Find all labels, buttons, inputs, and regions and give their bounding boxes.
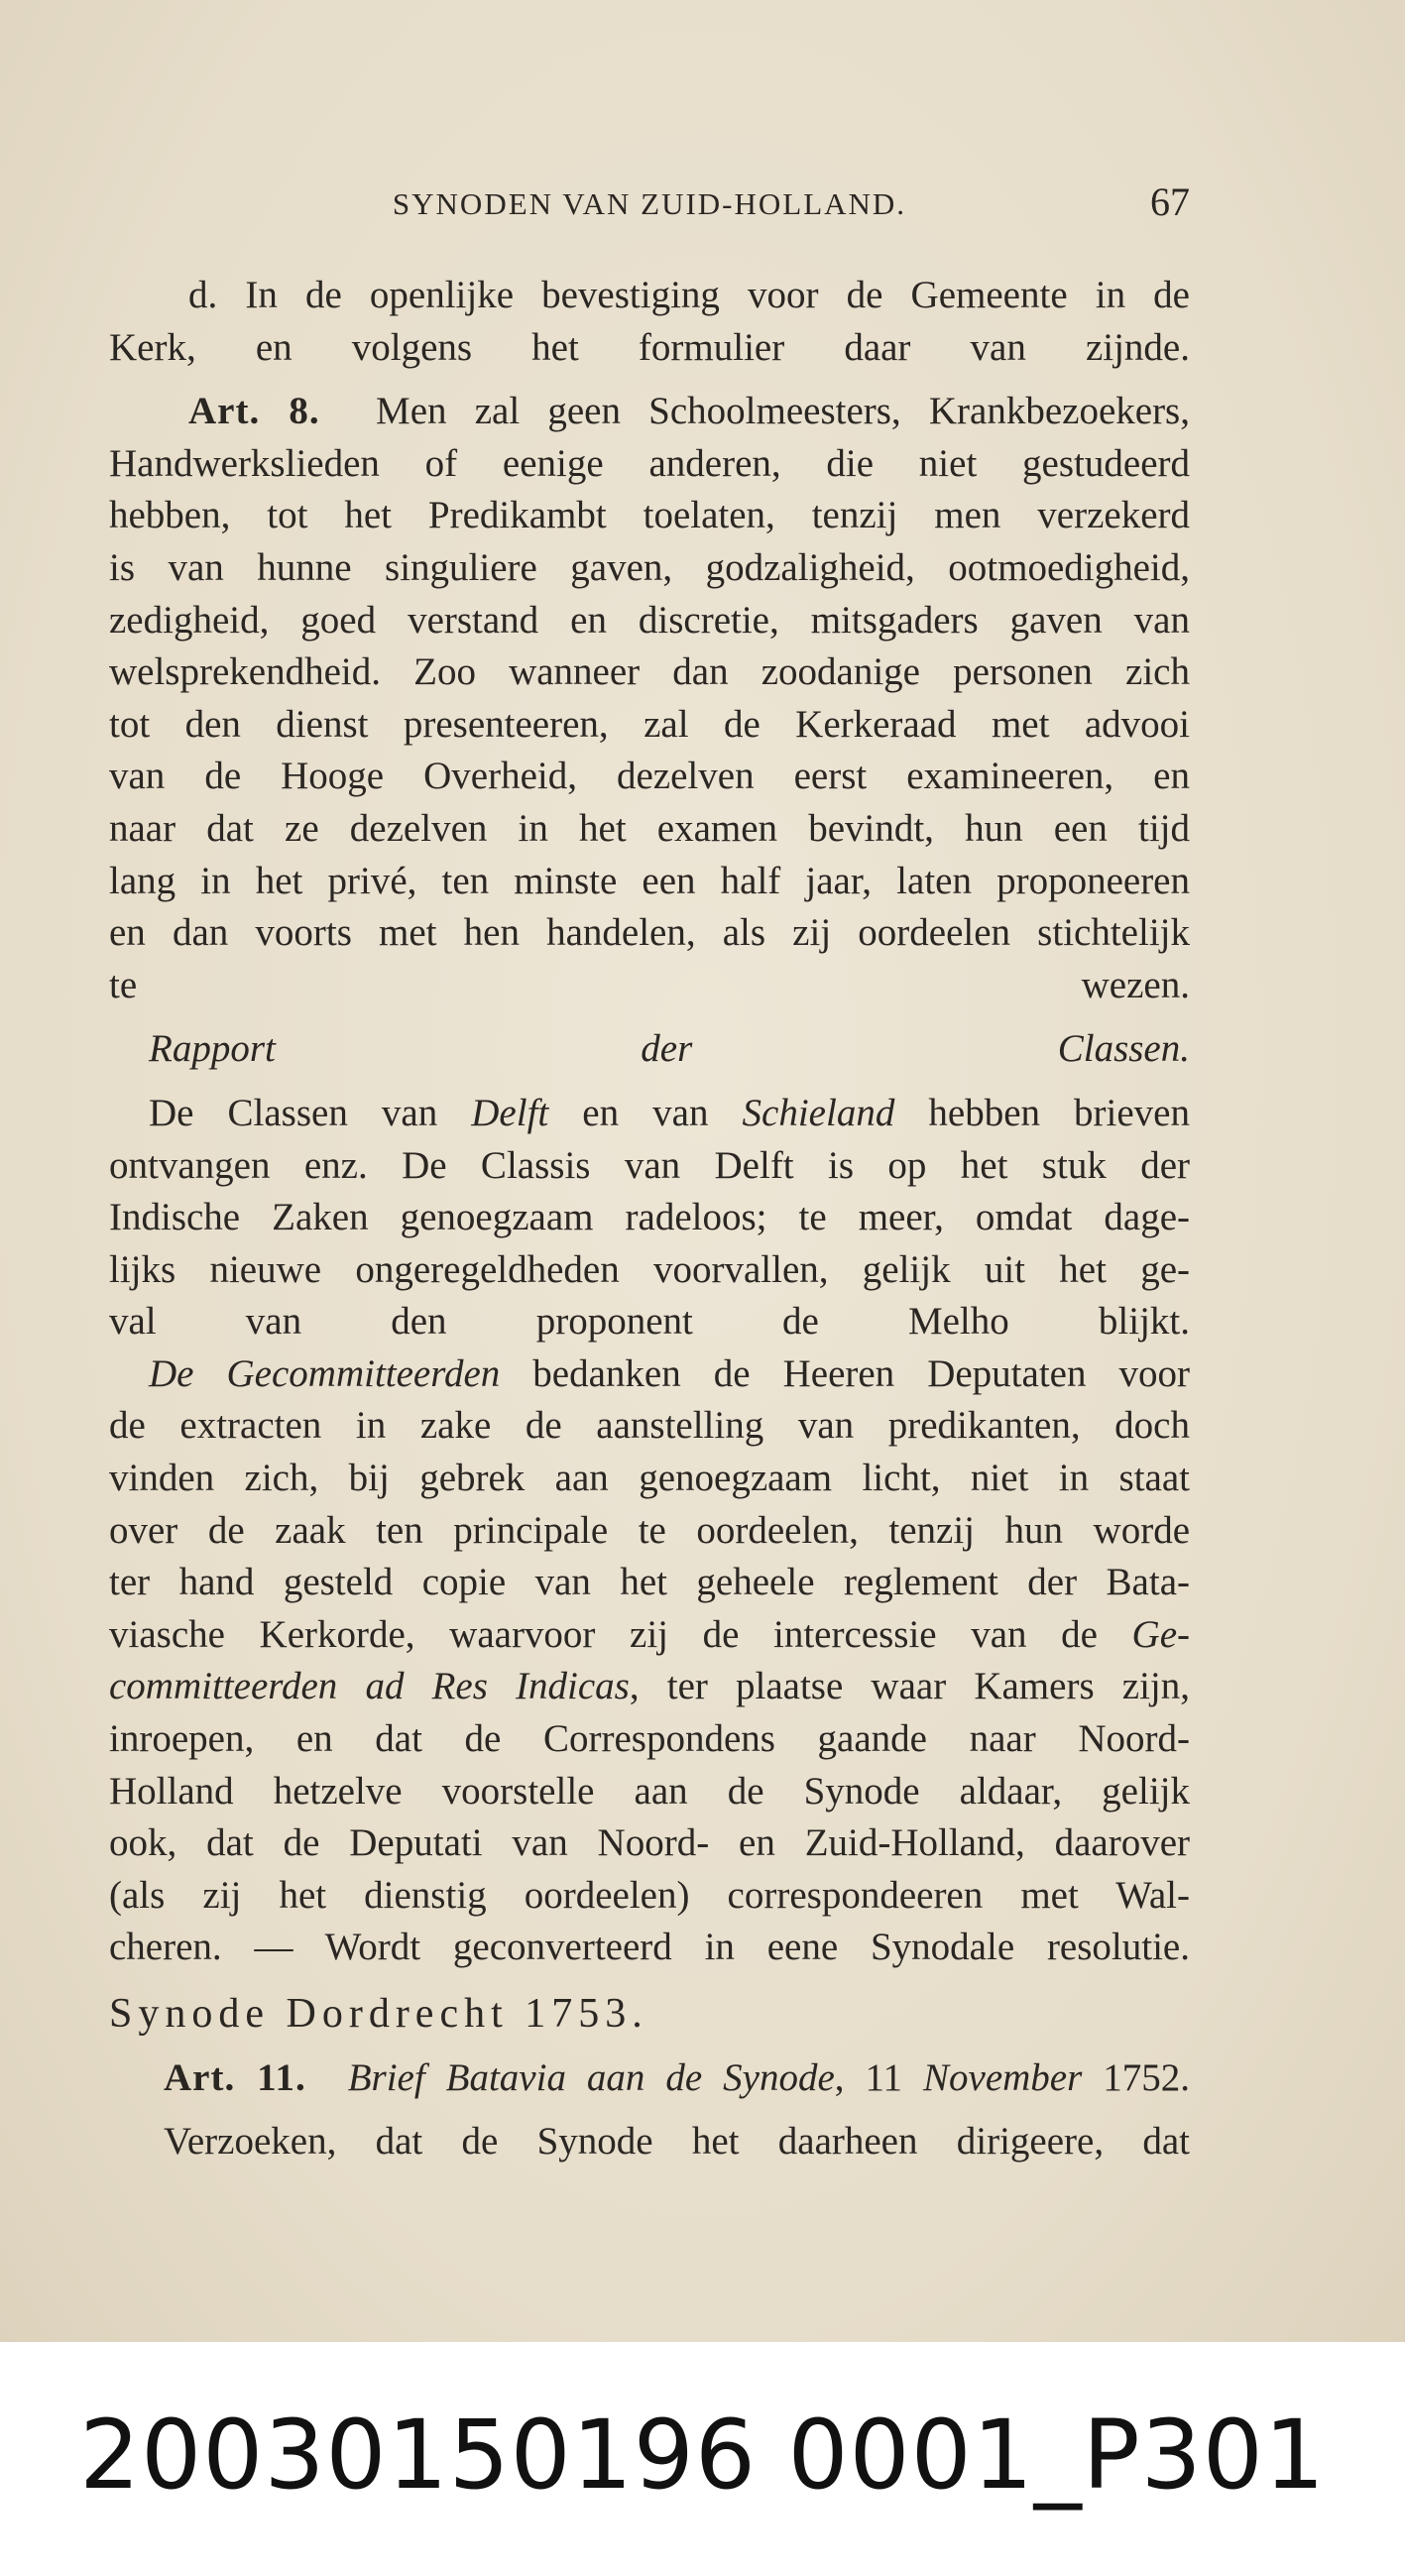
text-line: Men zal geen Schoolmeesters, Krankbezoekers, — [376, 390, 1190, 433]
text-line: en dan voorts met hen handelen, als zij oordeelen stichtelijk — [109, 911, 1190, 955]
text-line: tot den dienst presenteeren, zal de Kerkeraad met advooi — [109, 702, 1190, 746]
text-run: De Classen van — [149, 1091, 472, 1134]
text-line: de extracten in zake de aanstelling van predikanten, doch — [109, 1404, 1190, 1448]
running-head: SYNODEN VAN ZUID-HOLLAND. — [392, 186, 907, 221]
text-run: en van — [548, 1091, 743, 1134]
text-line: vinden zich, bij gebrek aan genoegzaam licht, niet in staat — [109, 1457, 1190, 1500]
text-run: , ter plaatse waar Kamers zijn, — [629, 1665, 1190, 1708]
text-run: , 11 — [834, 2055, 923, 2099]
text-run: hebben brieven — [894, 1091, 1190, 1134]
article-label: Art. 11. — [164, 2055, 306, 2099]
closing-paragraph — [109, 2116, 1190, 2168]
rapport-heading: Rapport der Classen. — [149, 1027, 1190, 1071]
text-run-italic: De Gecommitteerden — [149, 1351, 501, 1395]
article-label: Art. 8. — [188, 390, 320, 433]
article-8 — [109, 386, 1190, 1011]
text-line: naar dat ze dezelven in het examen bevindt, hun een tijd — [109, 806, 1190, 850]
gecommitteerden-paragraph — [109, 1348, 1190, 1974]
text-run-italic: Brief Batavia aan de Synode — [347, 2055, 835, 2099]
text-line: Holland hetzelve voorstelle aan de Synode aldaar, gelijk — [109, 1769, 1190, 1813]
text-run: viasche Kerkorde, waarvoor zij de intercessie van de — [109, 1612, 1132, 1656]
text-run: 1752. — [1082, 2055, 1191, 2099]
rapport-heading-para — [109, 1023, 1190, 1076]
synode-heading: Synode Dordrecht 1753. — [109, 1991, 648, 2037]
text-line: Verzoeken, dat de Synode het daarheen dirigeere, dat — [164, 2120, 1190, 2164]
place-schieland: Schieland — [742, 1091, 895, 1134]
body-text — [109, 270, 1190, 2168]
text-run-italic: committeerden ad Res Indicas — [109, 1665, 630, 1708]
place-delft: Delft — [471, 1091, 549, 1134]
text-line: val van den proponent de Melho blijkt. — [109, 1300, 1190, 1344]
scan-footer — [0, 2342, 1405, 2576]
text-line: ontvangen enz. De Classis van Delft is op het stuk der — [109, 1143, 1190, 1187]
text-line: van de Hooge Overheid, dezelven eerst examineeren, en — [109, 755, 1190, 798]
text-line: te wezen. — [109, 963, 1190, 1006]
text-line: cheren. — Wordt geconverteerd in eene Synodale resolutie. — [109, 1926, 1190, 1969]
text-line: ook, dat de Deputati van Noord- en Zuid-Holland, daarover — [109, 1821, 1190, 1865]
text-run: bedanken de Heeren Deputaten voor — [500, 1351, 1190, 1395]
text-line: inroepen, en dat de Correspondens gaande naar Noord- — [109, 1717, 1190, 1761]
text-line: zedigheid, goed verstand en discretie, mitsgaders gaven van — [109, 598, 1190, 642]
scan-identifier: 20030150196 0001_P301 — [79, 2400, 1326, 2511]
text-run-italic: November — [923, 2055, 1083, 2099]
text-line: d. In de openlijke bevestiging voor de Gemeente in de — [188, 274, 1190, 316]
text-line: hebben, tot het Predikambt toelaten, tenzij men verzekerd — [109, 494, 1190, 537]
page-number: 67 — [1150, 179, 1190, 224]
text-run-italic: Ge- — [1131, 1612, 1190, 1656]
text-line: Handwerkslieden of eenige anderen, die niet gestudeerd — [109, 441, 1190, 485]
text-line: is van hunne singuliere gaven, godzaligheid, ootmoedigheid, — [109, 545, 1190, 589]
text-line: welsprekendheid. Zoo wanneer dan zoodanige personen zich — [109, 650, 1190, 694]
text-line: lijks nieuwe ongeregeldheden voorvallen, gelijk uit het ge- — [109, 1247, 1190, 1291]
article-11 — [109, 2052, 1190, 2105]
text-line: over de zaak ten principale te oordeelen, tenzij hun worde — [109, 1508, 1190, 1552]
text-line: (als zij het dienstig oordeelen) correspondeeren met Wal- — [109, 1873, 1190, 1917]
paragraph-d — [109, 270, 1190, 374]
text-line: Indische Zaken genoegzaam radeloos; te meer, omdat dage- — [109, 1196, 1190, 1239]
text-line: lang in het privé, ten minste een half jaar, laten proponeeren — [109, 859, 1190, 902]
page-header — [109, 176, 1190, 236]
text-line: ter hand gesteld copie van het geheele reglement der Bata- — [109, 1561, 1190, 1604]
classen-paragraph — [109, 1088, 1190, 1348]
text-line: Kerk, en volgens het formulier daar van zijnde. — [109, 325, 1190, 369]
